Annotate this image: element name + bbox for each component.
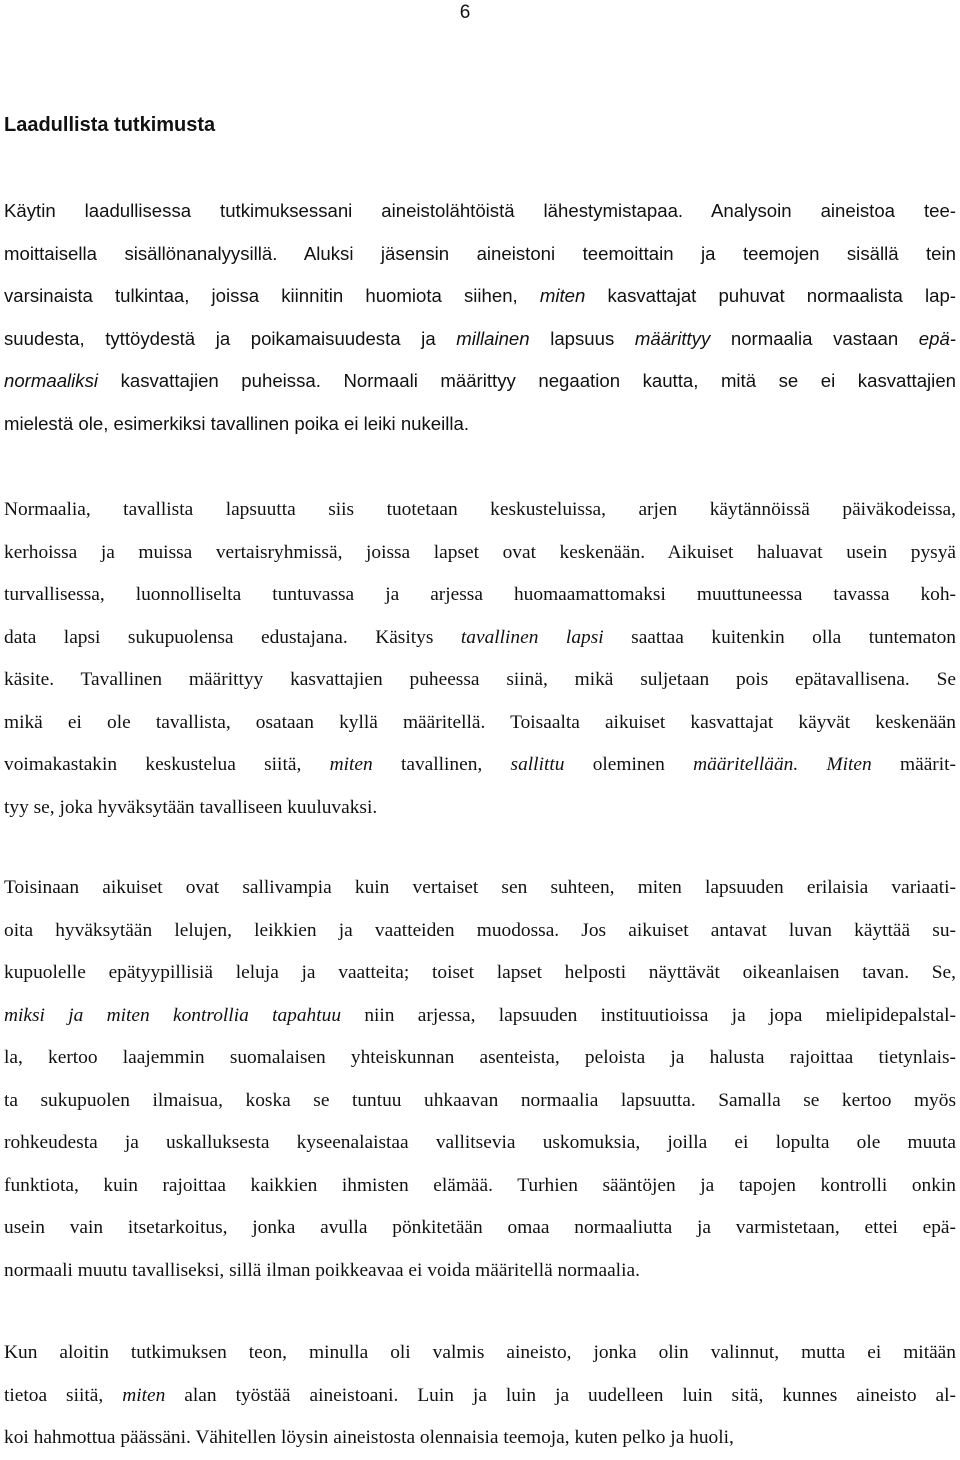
- text-run: normaalia vastaan: [710, 327, 919, 349]
- text-run: Toisinaan aikuiset ovat sallivampia kuin vertaiset sen suhteen, miten lapsuuden erilaisia variaati-: [4, 877, 956, 898]
- text-run: kasvattajien puheissa. Normaali määrittyy negaation kautta, mitä se ei kasvattajien: [98, 370, 956, 391]
- text-line: [4, 190, 956, 233]
- text-line: [4, 1332, 956, 1375]
- paragraph-1: [4, 190, 956, 445]
- italic-text: Miten: [826, 754, 872, 775]
- text-line: [4, 574, 956, 617]
- text-run: normaali muutu tavalliseksi, sillä ilman poikkeavaa ei voida määritellä normaalia.: [4, 1259, 640, 1281]
- text-run: kerhoissa ja muissa vertaisryhmissä, joissa lapset ovat keskenään. Aikuiset haluavat usein pysyä: [4, 541, 956, 563]
- paragraph-4: [4, 1332, 956, 1460]
- text-line: [4, 995, 956, 1038]
- paragraph-2: [4, 489, 956, 829]
- text-run: tavallinen,: [372, 754, 511, 775]
- text-run: alan työstää aineistoani. Luin ja luin ja uudelleen luin sitä, kunnes aineisto al-: [165, 1384, 956, 1406]
- text-line: [4, 1375, 956, 1418]
- text-line: [4, 532, 956, 575]
- italic-text: miten: [539, 285, 586, 306]
- page-number: 6: [459, 2, 471, 23]
- text-line: [4, 659, 956, 702]
- text-run: usein vain itsetarkoitus, jonka avulla pönkitetään omaa normaaliutta ja varmistetaan, ettei epä-: [4, 1217, 956, 1238]
- text-run: funktiota, kuin rajoittaa kaikkien ihmisten elämää. Turhien sääntöjen ja tapojen kontrolli onkin: [4, 1174, 956, 1196]
- text-line: [4, 1165, 956, 1208]
- text-line: [4, 1250, 956, 1293]
- text-run: kasvattajat puhuvat normaalista lap-: [585, 285, 956, 306]
- italic-text: epä-: [918, 327, 956, 349]
- text-run: varsinaista tulkintaa, joissa kiinnitin huomiota siihen,: [4, 285, 540, 306]
- text-line: [4, 744, 956, 787]
- text-run: voimakastakin keskustelua siitä,: [4, 754, 330, 775]
- text-run: saattaa kuitenkin olla tuntematon: [603, 626, 956, 648]
- text-line: [4, 1417, 956, 1460]
- text-run: lapsuus: [529, 327, 635, 349]
- text-line: [4, 867, 956, 910]
- text-run: ta sukupuolen ilmaisua, koska se tuntuu uhkaavan normaalia lapsuutta. Samalla se kertoo myös: [4, 1089, 956, 1111]
- italic-text: millainen: [456, 327, 530, 349]
- text-run: Kun aloitin tutkimuksen teon, minulla oli valmis aineisto, jonka olin valinnut, mutta ei mitään: [4, 1342, 956, 1363]
- italic-text: miten: [329, 754, 373, 775]
- text-run: data lapsi sukupuolensa edustajana. Käsitys: [4, 626, 461, 648]
- text-run: tyy se, joka hyväksytään tavalliseen kuuluvaksi.: [4, 796, 378, 818]
- italic-text: sallittu: [510, 754, 565, 775]
- text-run: [798, 754, 826, 775]
- text-line: [4, 233, 956, 276]
- text-line: [4, 910, 956, 953]
- text-run: rohkeudesta ja uskalluksesta kyseenalaistaa vallitsevia uskomuksia, joilla ei lopulta ole muuta: [4, 1132, 956, 1153]
- text-run: kupuolelle epätyypillisiä leluja ja vaatteita; toiset lapset helposti näyttävät oikeanlaisen tavan. Se,: [4, 962, 956, 983]
- text-line: [4, 318, 956, 361]
- text-line: [4, 403, 956, 446]
- section-heading: Laadullista tutkimusta: [4, 114, 216, 136]
- text-line: [4, 275, 956, 318]
- text-run: moittaisella sisällönanalyysillä. Aluksi jäsensin aineistoni teemoittain ja teemojen sisällä tein: [4, 242, 956, 264]
- text-line: [4, 702, 956, 745]
- text-run: la, kertoo laajemmin suomalaisen yhteiskunnan asenteista, peloista ja halusta rajoittaa tietynlais-: [4, 1047, 956, 1068]
- text-line: [4, 1207, 956, 1250]
- text-run: käsite. Tavallinen määrittyy kasvattajien puheessa siinä, mikä suljetaan pois epätavallisena. Se: [4, 669, 956, 690]
- text-run: tietoa siitä,: [4, 1384, 123, 1406]
- italic-text: miksi ja miten kontrollia tapahtuu: [4, 1004, 342, 1026]
- text-run: mikä ei ole tavallista, osataan kyllä määritellä. Toisaalta aikuiset kasvattajat käyvät keskenään: [4, 711, 956, 733]
- text-run: mielestä ole, esimerkiksi tavallinen poika ei leiki nukeilla.: [4, 412, 470, 434]
- text-line: [4, 617, 956, 660]
- text-run: koi hahmottua päässäni. Vähitellen löysin aineistosta olennaisia teemoja, kuten pelko ja huoli,: [4, 1427, 734, 1448]
- text-line: [4, 787, 956, 830]
- italic-text: tavallinen lapsi: [460, 626, 604, 648]
- text-line: [4, 1037, 956, 1080]
- text-line: [4, 360, 956, 403]
- italic-text: määrittyy: [634, 327, 711, 349]
- paragraph-3: [4, 867, 956, 1292]
- text-run: suudesta, tyttöydestä ja poikamaisuudesta ja: [4, 327, 457, 349]
- text-run: turvallisessa, luonnolliselta tuntuvassa ja arjessa huomaamattomaksi muuttuneessa tavassa koh-: [4, 584, 956, 605]
- italic-text: normaaliksi: [4, 370, 99, 391]
- text-line: [4, 489, 956, 532]
- text-run: niin arjessa, lapsuuden instituutioissa ja jopa mielipidepalstal-: [341, 1004, 956, 1026]
- text-run: määrit-: [871, 754, 956, 775]
- italic-text: miten: [122, 1384, 166, 1406]
- italic-text: määritellään.: [693, 754, 799, 775]
- text-run: oita hyväksytään lelujen, leikkien ja vaatteiden muodossa. Jos aikuiset antavat luvan käyttää su-: [4, 919, 956, 941]
- text-run: Normaalia, tavallista lapsuutta siis tuotetaan keskusteluissa, arjen käytännöissä päiväkodeissa,: [4, 499, 956, 520]
- text-run: oleminen: [564, 754, 694, 775]
- text-line: [4, 1122, 956, 1165]
- text-line: [4, 1080, 956, 1123]
- text-line: [4, 952, 956, 995]
- text-run: Käytin laadullisessa tutkimuksessani aineistolähtöistä lähestymistapaa. Analysoin aineistoa tee-: [4, 200, 956, 221]
